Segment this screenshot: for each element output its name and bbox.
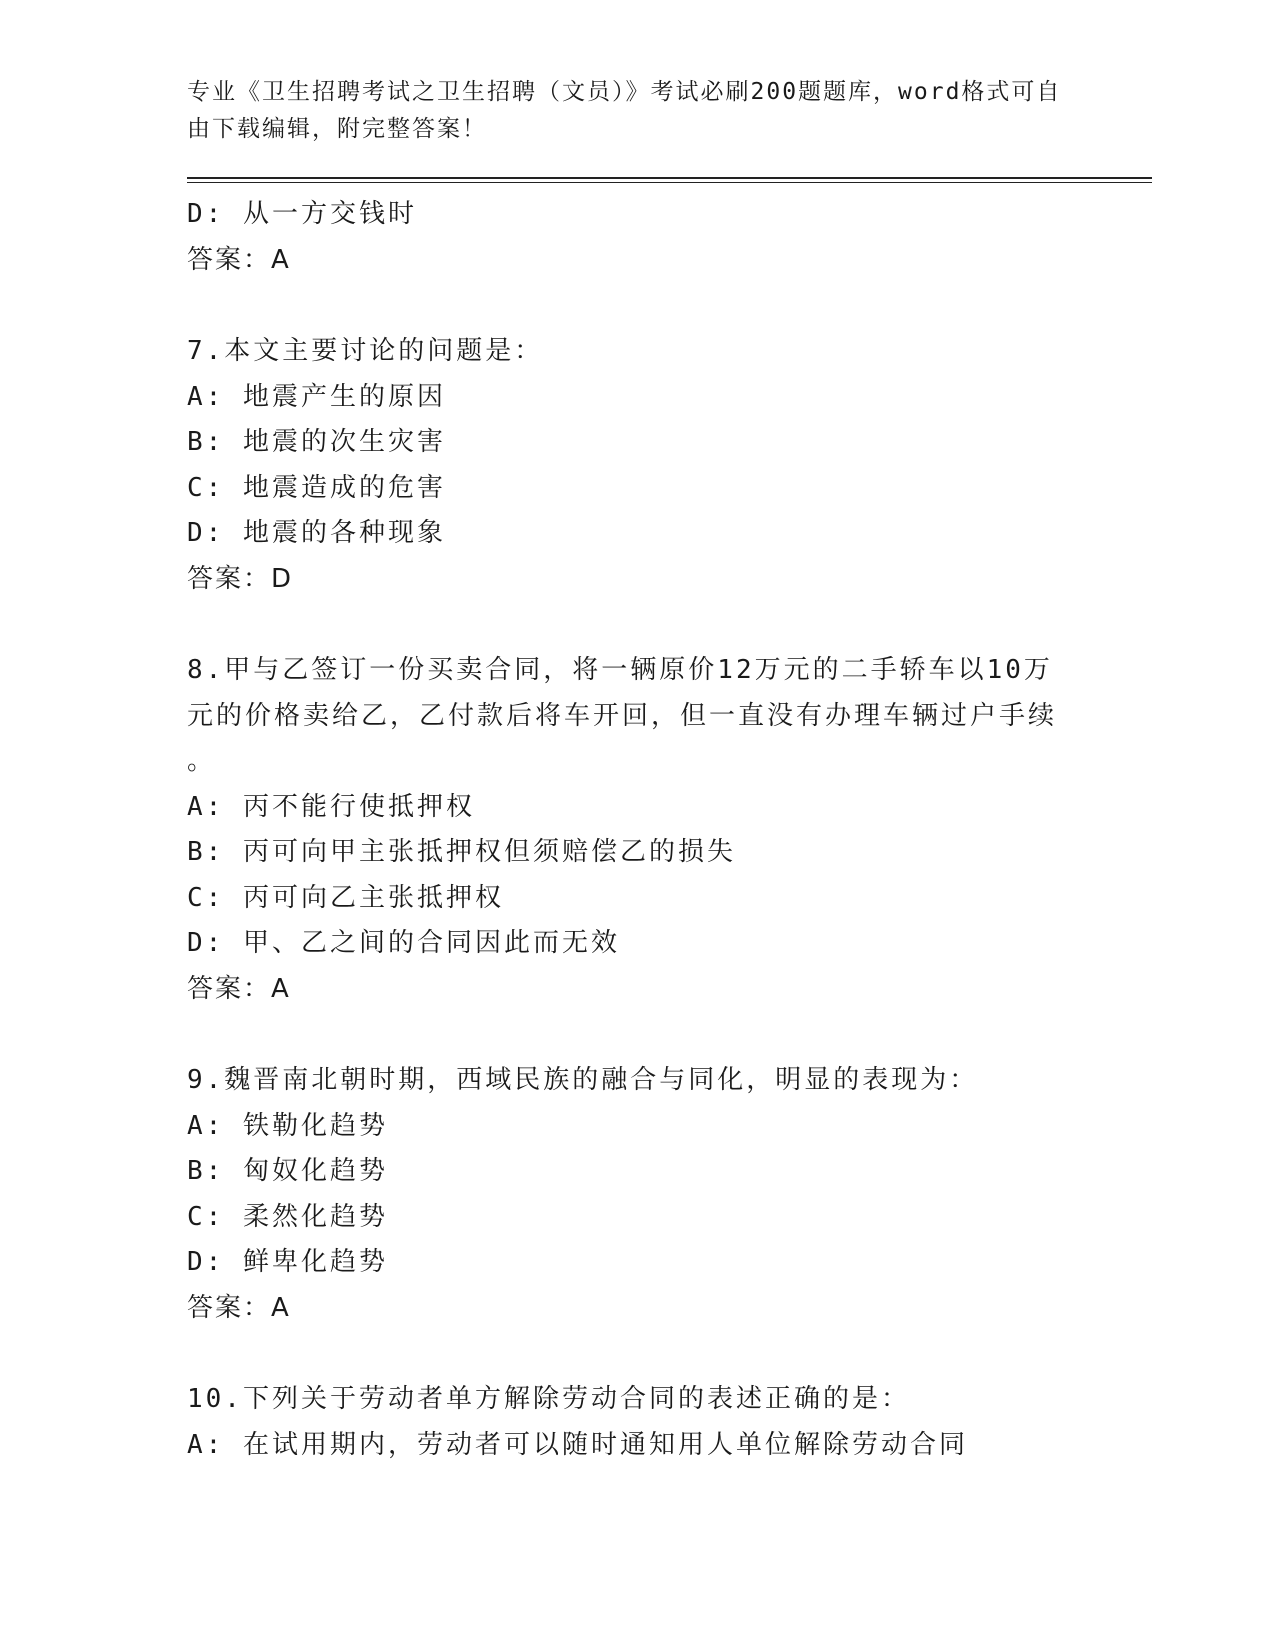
question-8 — [187, 648, 1087, 1012]
option-b: B: 地震的次生灾害 — [187, 427, 446, 457]
answer: 答案：A — [187, 973, 291, 1004]
answer: 答案：D — [187, 563, 294, 594]
option-d: D: 甲、乙之间的合同因此而无效 — [187, 928, 620, 958]
option-d: D: 鲜卑化趋势 — [187, 1247, 388, 1277]
question-10 — [187, 1377, 1087, 1468]
option-b: B: 匈奴化趋势 — [187, 1156, 388, 1186]
question-9 — [187, 1058, 1087, 1331]
option-c: C: 丙可向乙主张抵押权 — [187, 882, 504, 913]
question-stem: 7.本文主要讨论的问题是： — [187, 336, 544, 366]
answer: 答案：A — [187, 244, 291, 275]
header-rule-thin — [187, 182, 1152, 183]
option-a: A: 在试用期内，劳动者可以随时通知用人单位解除劳动合同 — [187, 1429, 968, 1460]
option-c: C: 地震造成的危害 — [187, 472, 446, 503]
question-stem-line2: 元的价格卖给乙，乙付款后将车开回，但一直没有办理车辆过户手续 — [187, 700, 1058, 731]
option-a: A: 地震产生的原因 — [187, 381, 446, 412]
option-a: A: 丙不能行使抵押权 — [187, 791, 475, 822]
question-content — [187, 192, 1087, 1468]
question-stem: 9.魏晋南北朝时期，西域民族的融合与同化，明显的表现为： — [187, 1065, 979, 1095]
option-a: A: 铁勒化趋势 — [187, 1110, 388, 1141]
question-7 — [187, 329, 1087, 602]
option-c: C: 柔然化趋势 — [187, 1201, 388, 1232]
document-header: 专业《卫生招聘考试之卫生招聘（文员）》考试必刷200题题库，word格式可自由下载编辑，附完整答案！ — [187, 79, 1062, 142]
option-b: B: 丙可向甲主张抵押权但须赔偿乙的损失 — [187, 837, 736, 867]
option-d: D: 地震的各种现象 — [187, 518, 446, 548]
question-stem-line1: 8.甲与乙签订一份买卖合同，将一辆原价12万元的二手轿车以10万 — [187, 655, 1053, 685]
option-d: D: 从一方交钱时 — [187, 199, 417, 229]
answer: 答案：A — [187, 1292, 291, 1323]
question-stem: 10.下列关于劳动者单方解除劳动合同的表述正确的是： — [187, 1384, 910, 1414]
question-stem-line3: 。 — [187, 746, 217, 776]
header-rule-thick — [187, 177, 1152, 179]
